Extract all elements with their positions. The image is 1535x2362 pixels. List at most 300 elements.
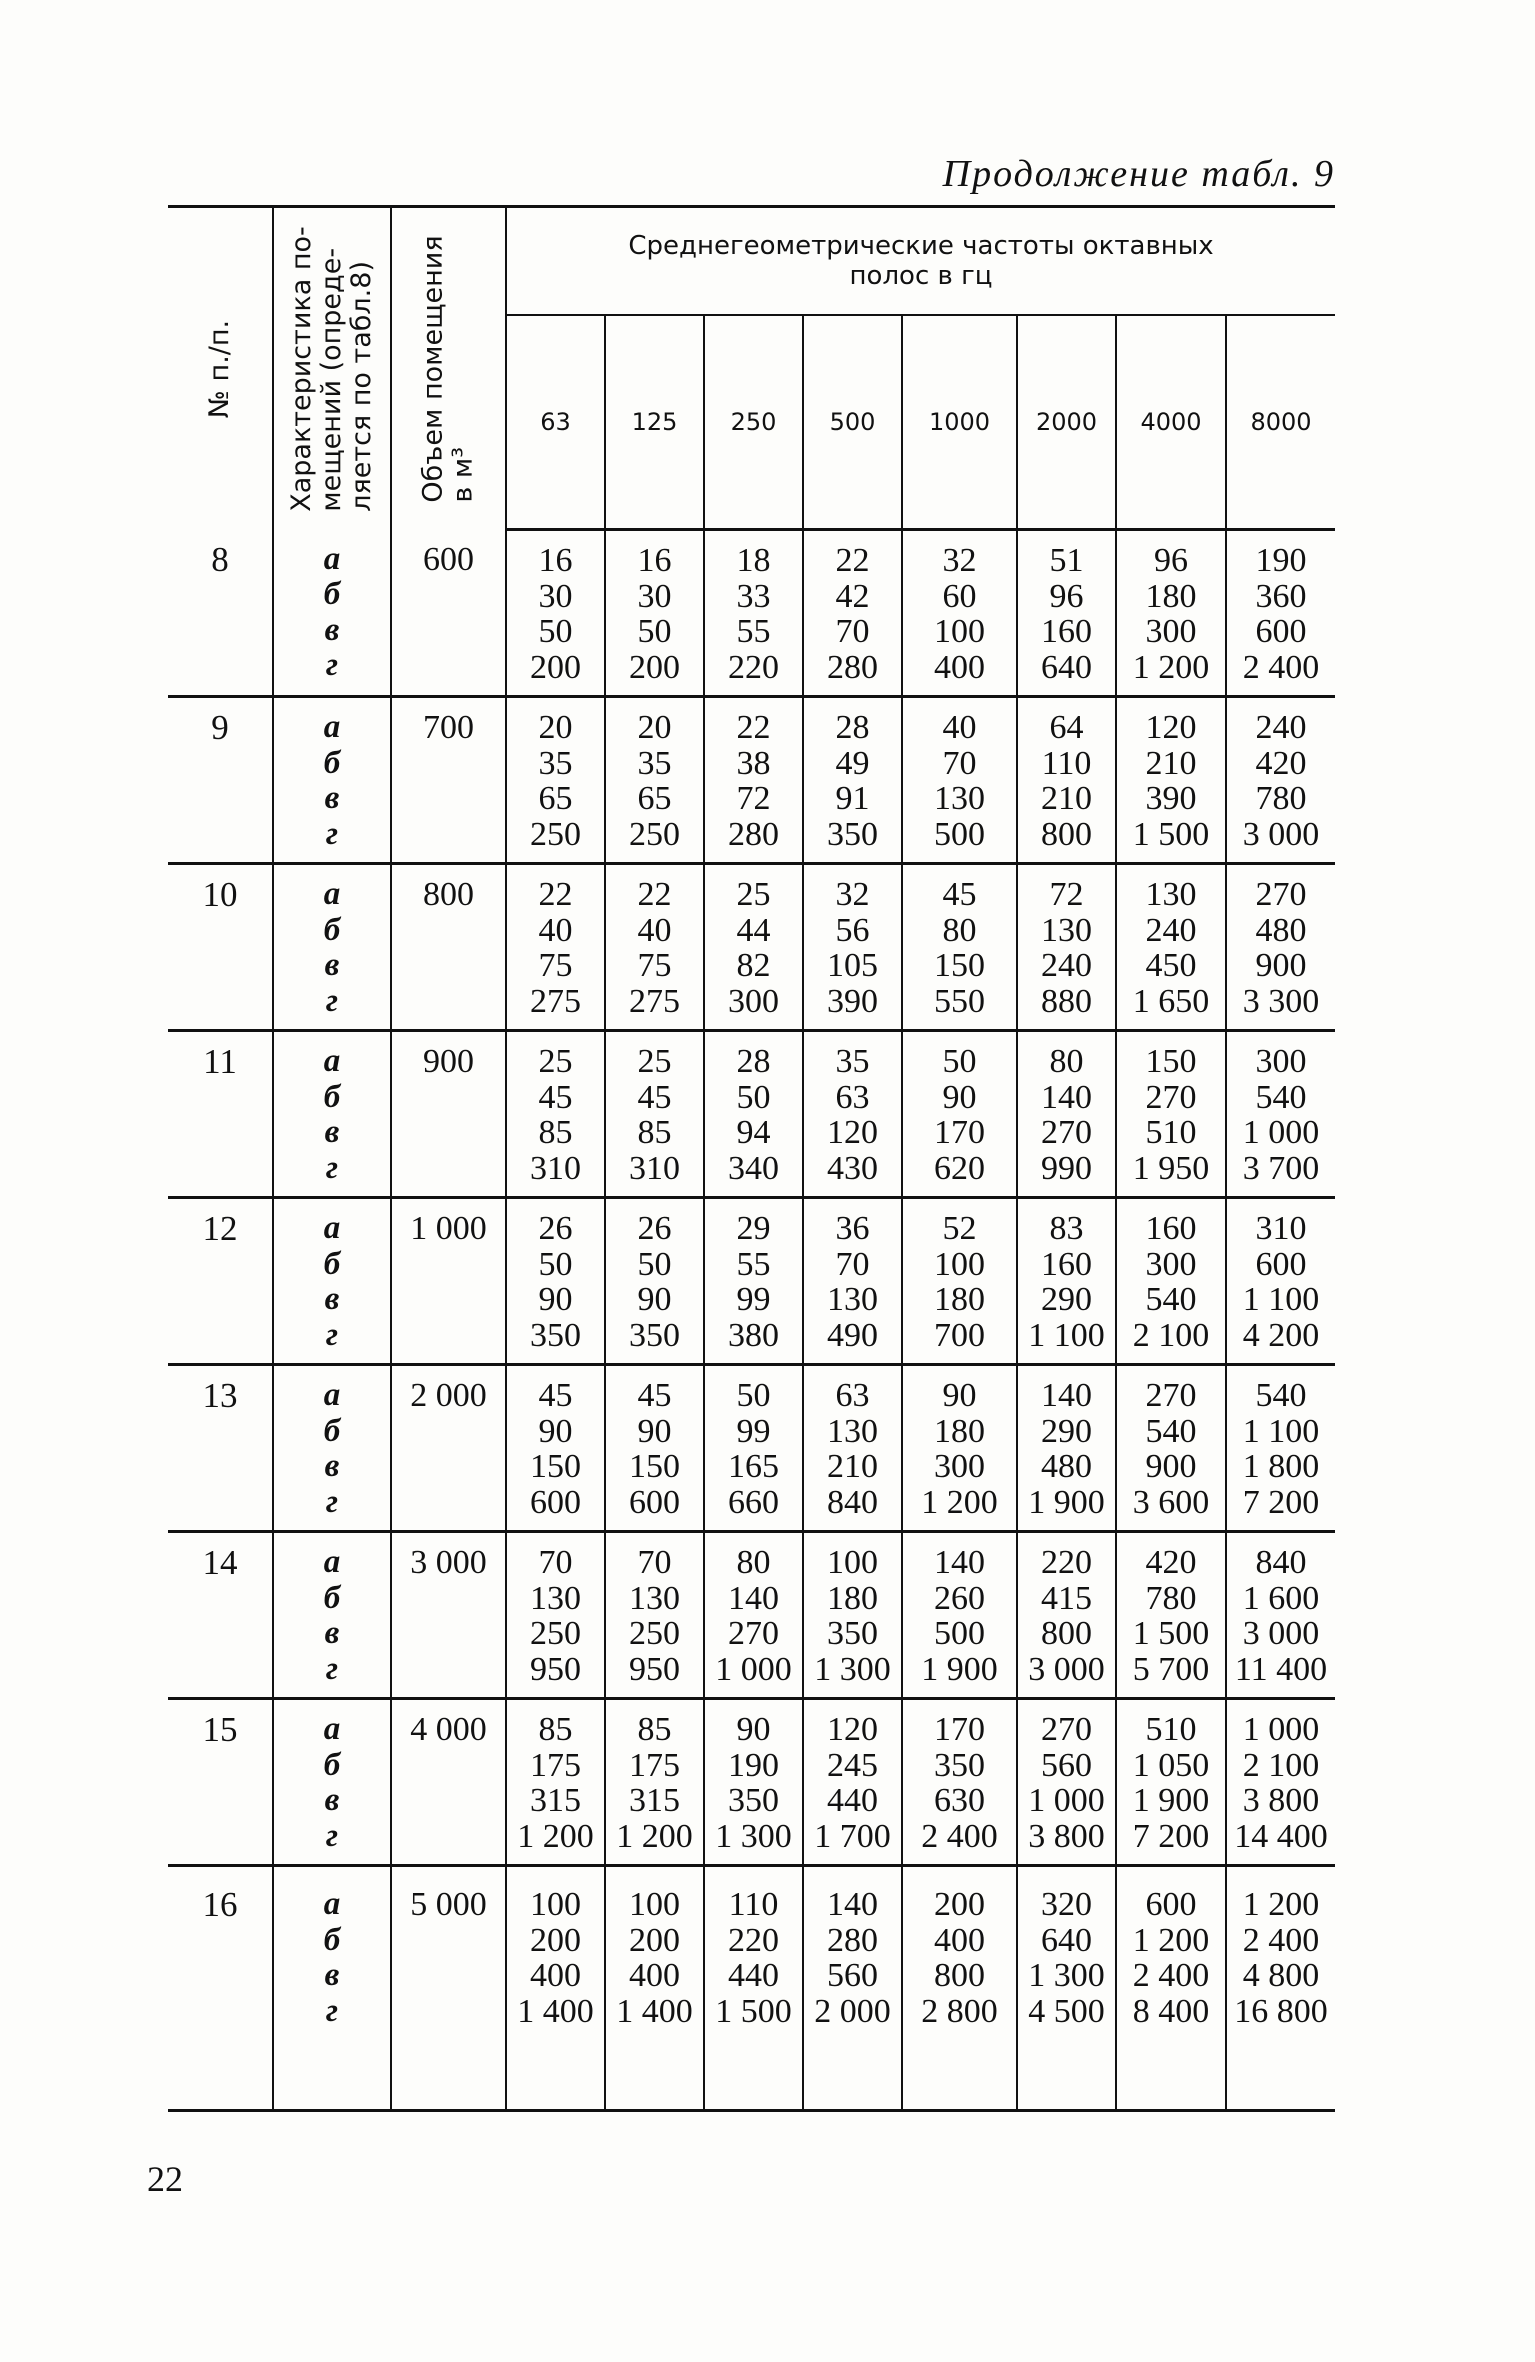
frequency-values-2000: [1017, 1699, 1116, 1866]
level-value: 220: [728, 1921, 779, 1959]
level-value: 350: [530, 1316, 581, 1354]
characteristic-letter: а: [323, 1210, 341, 1246]
level-value: 300: [1255, 1043, 1307, 1080]
frequency-values-2000: [1017, 530, 1116, 697]
row-number: 15: [168, 1699, 273, 1866]
level-value: 80: [1049, 1043, 1084, 1080]
frequency-values-4000: [1116, 1365, 1226, 1532]
level-value: 42: [835, 577, 870, 615]
level-value: 90: [942, 1377, 977, 1414]
level-value: 560: [1041, 1746, 1092, 1784]
frequency-values-8000: [1226, 530, 1335, 697]
level-value: 150: [934, 947, 985, 984]
level-value: 250: [530, 1615, 581, 1652]
header-volume: Объем помещения в м³: [391, 207, 506, 530]
level-value: 290: [1041, 1281, 1092, 1318]
frequency-values-125: [605, 1866, 704, 2111]
level-value: 3 800: [1242, 1782, 1320, 1819]
level-value: 80: [736, 1544, 771, 1581]
level-value: 560: [827, 1957, 878, 1994]
frequency-values-4000: [1116, 1031, 1226, 1198]
frequency-values-8000: [1226, 697, 1335, 864]
level-value: 50: [637, 613, 672, 650]
level-value: 51: [1049, 542, 1084, 579]
level-value: 160: [1145, 1210, 1197, 1247]
level-value: 26: [637, 1210, 672, 1247]
frequency-values-500: [803, 1031, 902, 1198]
level-value: 440: [827, 1782, 878, 1819]
level-value: 310: [1255, 1210, 1307, 1247]
frequency-values-4000: [1116, 530, 1226, 697]
level-value: 550: [934, 982, 985, 1020]
level-value: 840: [1255, 1544, 1307, 1581]
level-value: 660: [728, 1483, 779, 1521]
level-value: 1 900: [1028, 1483, 1105, 1521]
frequency-values-1000: [902, 697, 1017, 864]
frequency-values-4000: [1116, 1532, 1226, 1699]
level-value: 245: [827, 1746, 878, 1784]
characteristic-letter: б: [323, 1245, 341, 1282]
level-value: 780: [1145, 1579, 1197, 1617]
row-number: 8: [168, 530, 273, 697]
level-value: 380: [728, 1316, 779, 1354]
level-value: 70: [637, 1544, 672, 1581]
frequency-values-63: [506, 1866, 605, 2111]
level-value: 510: [1145, 1114, 1197, 1151]
level-value: 3 600: [1132, 1483, 1210, 1521]
level-value: 1 600: [1242, 1579, 1320, 1617]
level-value: 1 200: [1132, 1921, 1210, 1959]
level-value: 90: [538, 1281, 573, 1318]
level-value: 180: [934, 1281, 985, 1318]
level-value: 130: [530, 1579, 581, 1617]
room-volume: 800: [391, 864, 506, 1031]
characteristic-letter: б: [323, 1746, 341, 1783]
level-value: 4 200: [1242, 1316, 1320, 1354]
level-value: 350: [827, 1615, 878, 1652]
level-value: 420: [1255, 744, 1307, 782]
level-value: 85: [538, 1711, 573, 1748]
table-row: [168, 530, 1335, 697]
level-value: 3 000: [1242, 1615, 1320, 1652]
level-value: 3 700: [1242, 1149, 1320, 1187]
characteristic-letter: в: [324, 1782, 340, 1818]
level-value: 1 000: [715, 1650, 792, 1688]
level-value: 1 300: [814, 1650, 891, 1688]
level-value: 140: [1041, 1377, 1092, 1414]
table-row: [168, 1198, 1335, 1365]
level-value: 100: [629, 1886, 680, 1923]
level-value: 310: [530, 1149, 581, 1187]
level-value: 200: [629, 648, 680, 686]
level-value: 70: [835, 613, 870, 650]
frequency-values-250: [704, 864, 803, 1031]
level-value: 240: [1041, 947, 1092, 984]
level-value: 90: [637, 1281, 672, 1318]
level-value: 60: [942, 577, 977, 615]
level-value: 450: [1145, 947, 1197, 984]
level-value: 120: [827, 1711, 878, 1748]
level-value: 110: [728, 1886, 779, 1923]
characteristic-letter: а: [323, 876, 341, 912]
frequency-values-1000: [902, 530, 1017, 697]
level-value: 315: [629, 1782, 680, 1819]
level-value: 55: [736, 613, 771, 650]
level-value: 94: [736, 1114, 771, 1151]
frequency-values-500: [803, 1198, 902, 1365]
level-value: 32: [835, 876, 870, 913]
room-volume: 5 000: [391, 1866, 506, 2111]
header-characteristic: Характеристика по- мещений (опреде- ляется по табл.8): [273, 207, 391, 530]
frequency-values-500: [803, 864, 902, 1031]
header-frequency-0: 63: [506, 315, 605, 530]
level-value: 20: [637, 709, 672, 746]
level-value: 63: [835, 1377, 870, 1414]
level-value: 110: [1041, 744, 1092, 782]
row-number: 11: [168, 1031, 273, 1198]
row-number: 10: [168, 864, 273, 1031]
level-value: 350: [934, 1746, 985, 1784]
characteristic-letter: г: [325, 1992, 339, 2029]
frequency-values-4000: [1116, 697, 1226, 864]
characteristic-letter: а: [323, 1544, 341, 1580]
characteristic-letter: а: [323, 1711, 341, 1747]
level-value: 1 650: [1132, 982, 1210, 1020]
level-value: 2 100: [1242, 1746, 1320, 1784]
level-value: 14 400: [1234, 1817, 1328, 1855]
level-value: 1 900: [1132, 1782, 1210, 1819]
frequency-values-63: [506, 1031, 605, 1198]
level-value: 130: [934, 780, 985, 817]
characteristic-letter: б: [323, 1921, 341, 1958]
level-value: 300: [934, 1448, 985, 1485]
frequency-values-4000: [1116, 1699, 1226, 1866]
level-value: 11 400: [1234, 1650, 1328, 1688]
level-value: 1 800: [1242, 1448, 1320, 1485]
page-number: 22: [147, 2159, 183, 2199]
level-value: 160: [1041, 1245, 1092, 1283]
level-value: 600: [1145, 1886, 1197, 1923]
level-value: 45: [637, 1377, 672, 1414]
level-value: 28: [835, 709, 870, 746]
characteristic-letter: г: [325, 1149, 339, 1186]
level-value: 85: [637, 1711, 672, 1748]
characteristic-letter: в: [324, 1114, 340, 1150]
frequency-values-250: [704, 530, 803, 697]
level-value: 28: [736, 1043, 771, 1080]
level-value: 2 400: [1242, 648, 1320, 686]
frequency-values-1000: [902, 1532, 1017, 1699]
frequency-values-4000: [1116, 1866, 1226, 2111]
level-value: 180: [1145, 577, 1197, 615]
level-value: 22: [835, 542, 870, 579]
frequency-values-8000: [1226, 1699, 1335, 1866]
level-value: 390: [1145, 780, 1197, 817]
characteristic-letter: а: [323, 1377, 341, 1413]
row-number: 14: [168, 1532, 273, 1699]
characteristic-letter: б: [323, 911, 341, 948]
level-value: 600: [1255, 1245, 1307, 1283]
level-value: 280: [827, 648, 878, 686]
frequency-values-63: [506, 697, 605, 864]
level-value: 22: [736, 709, 771, 746]
level-value: 320: [1041, 1886, 1092, 1923]
level-value: 75: [637, 947, 672, 984]
table-row: [168, 1031, 1335, 1198]
level-value: 2 400: [1242, 1921, 1320, 1959]
table-row: [168, 864, 1335, 1031]
level-value: 600: [1255, 613, 1307, 650]
level-value: 50: [736, 1078, 771, 1116]
level-value: 360: [1255, 577, 1307, 615]
level-value: 2 800: [921, 1992, 998, 2030]
level-value: 29: [736, 1210, 771, 1247]
room-characteristics: [273, 1866, 391, 2111]
level-value: 430: [827, 1149, 878, 1187]
frequency-values-2000: [1017, 1365, 1116, 1532]
level-value: 275: [629, 982, 680, 1020]
level-value: 1 200: [1242, 1886, 1320, 1923]
level-value: 85: [637, 1114, 672, 1151]
level-value: 1 000: [1242, 1711, 1320, 1748]
level-value: 180: [934, 1412, 985, 1450]
level-value: 630: [934, 1782, 985, 1819]
level-value: 45: [538, 1078, 573, 1116]
level-value: 2 400: [1132, 1957, 1210, 1994]
characteristic-letter: в: [324, 947, 340, 983]
level-value: 300: [728, 982, 779, 1020]
header-frequency-group: Среднегеометрические частоты октавных полос в гц: [506, 207, 1335, 316]
frequency-values-250: [704, 1198, 803, 1365]
level-value: 270: [728, 1615, 779, 1652]
row-number: 16: [168, 1866, 273, 2111]
level-value: 500: [934, 1615, 985, 1652]
level-value: 140: [934, 1544, 985, 1581]
level-value: 160: [1041, 613, 1092, 650]
frequency-values-8000: [1226, 1532, 1335, 1699]
level-value: 90: [736, 1711, 771, 1748]
level-value: 22: [538, 876, 573, 913]
level-value: 45: [637, 1078, 672, 1116]
characteristic-letter: г: [325, 647, 339, 683]
level-value: 390: [827, 982, 878, 1020]
level-value: 50: [538, 613, 573, 650]
level-value: 130: [827, 1281, 878, 1318]
level-value: 190: [728, 1746, 779, 1784]
level-value: 250: [629, 815, 680, 853]
characteristic-letter: б: [323, 1412, 341, 1449]
level-value: 100: [934, 613, 985, 650]
level-value: 70: [538, 1544, 573, 1581]
frequency-values-1000: [902, 1031, 1017, 1198]
characteristic-letter: а: [323, 1043, 341, 1079]
level-value: 350: [728, 1782, 779, 1819]
frequency-values-63: [506, 1532, 605, 1699]
frequency-values-250: [704, 1365, 803, 1532]
level-value: 16: [637, 542, 672, 579]
room-volume: 900: [391, 1031, 506, 1198]
level-value: 400: [934, 648, 985, 686]
frequency-values-2000: [1017, 1198, 1116, 1365]
frequency-values-2000: [1017, 1532, 1116, 1699]
frequency-values-2000: [1017, 864, 1116, 1031]
level-value: 50: [942, 1043, 977, 1080]
frequency-values-8000: [1226, 1031, 1335, 1198]
level-value: 420: [1145, 1544, 1197, 1581]
header-frequency-4: 1000: [902, 315, 1017, 530]
level-value: 140: [1041, 1078, 1092, 1116]
level-value: 150: [629, 1448, 680, 1485]
level-value: 1 900: [921, 1650, 998, 1688]
level-value: 26: [538, 1210, 573, 1247]
level-value: 1 200: [1132, 648, 1210, 686]
level-value: 220: [1041, 1544, 1092, 1581]
level-value: 240: [1255, 709, 1307, 746]
level-value: 210: [1145, 744, 1197, 782]
level-value: 100: [530, 1886, 581, 1923]
level-value: 210: [827, 1448, 878, 1485]
level-value: 340: [728, 1149, 779, 1187]
characteristic-letter: б: [323, 576, 341, 612]
level-value: 415: [1041, 1579, 1092, 1617]
frequency-values-2000: [1017, 697, 1116, 864]
level-value: 440: [728, 1957, 779, 1994]
characteristic-letter: б: [323, 1078, 341, 1115]
level-value: 175: [629, 1746, 680, 1784]
level-value: 1 100: [1028, 1316, 1105, 1354]
level-value: 350: [827, 815, 878, 853]
level-value: 900: [1255, 947, 1307, 984]
level-value: 40: [637, 911, 672, 949]
room-characteristics: [273, 1031, 391, 1198]
level-value: 800: [1041, 1615, 1092, 1652]
level-value: 99: [736, 1412, 771, 1450]
level-value: 200: [530, 648, 581, 686]
frequency-values-8000: [1226, 864, 1335, 1031]
level-value: 1 100: [1242, 1412, 1320, 1450]
level-value: 2 000: [814, 1992, 891, 2030]
level-value: 2 400: [921, 1817, 998, 1855]
frequency-values-1000: [902, 1866, 1017, 2111]
level-value: 840: [827, 1483, 878, 1521]
frequency-values-250: [704, 1031, 803, 1198]
level-value: 150: [1145, 1043, 1197, 1080]
room-characteristics: [273, 864, 391, 1031]
level-value: 49: [835, 744, 870, 782]
level-value: 83: [1049, 1210, 1084, 1247]
room-characteristics: [273, 530, 391, 697]
level-value: 96: [1049, 577, 1084, 615]
frequency-values-8000: [1226, 1198, 1335, 1365]
level-value: 950: [629, 1650, 680, 1688]
level-value: 3 300: [1242, 982, 1320, 1020]
level-value: 130: [629, 1579, 680, 1617]
level-value: 990: [1041, 1149, 1092, 1187]
level-value: 240: [1145, 911, 1197, 949]
level-value: 1 400: [517, 1992, 594, 2030]
room-volume: 600: [391, 530, 506, 697]
level-value: 180: [827, 1579, 878, 1617]
level-value: 8 400: [1132, 1992, 1210, 2030]
level-value: 310: [629, 1149, 680, 1187]
level-value: 4 800: [1242, 1957, 1320, 1994]
level-value: 1 200: [921, 1483, 998, 1521]
level-value: 25: [538, 1043, 573, 1080]
level-value: 5 700: [1132, 1650, 1210, 1688]
frequency-values-4000: [1116, 1198, 1226, 1365]
level-value: 700: [934, 1316, 985, 1354]
level-value: 72: [1049, 876, 1084, 913]
frequency-values-125: [605, 1699, 704, 1866]
room-volume: 2 000: [391, 1365, 506, 1532]
room-volume: 700: [391, 697, 506, 864]
level-value: 190: [1255, 542, 1307, 579]
level-value: 7 200: [1242, 1483, 1320, 1521]
characteristic-letter: г: [325, 1316, 339, 1353]
room-characteristics: [273, 1532, 391, 1699]
level-value: 640: [1041, 1921, 1092, 1959]
level-value: 35: [835, 1043, 870, 1080]
level-value: 540: [1255, 1078, 1307, 1116]
table-row: [168, 1699, 1335, 1866]
frequency-values-63: [506, 1365, 605, 1532]
frequency-values-500: [803, 1866, 902, 2111]
level-value: 200: [934, 1886, 985, 1923]
level-value: 165: [728, 1448, 779, 1485]
frequency-values-500: [803, 530, 902, 697]
level-value: 1 000: [1242, 1114, 1320, 1151]
level-value: 52: [942, 1210, 977, 1247]
characteristic-letter: г: [325, 1817, 339, 1854]
level-value: 2 100: [1132, 1316, 1210, 1354]
frequency-values-500: [803, 697, 902, 864]
level-value: 800: [934, 1957, 985, 1994]
level-value: 35: [538, 744, 573, 782]
level-value: 1 400: [616, 1992, 693, 2030]
level-value: 120: [1145, 709, 1197, 746]
level-value: 130: [1041, 911, 1092, 949]
level-value: 175: [530, 1746, 581, 1784]
level-value: 1 500: [1132, 1615, 1210, 1652]
level-value: 50: [637, 1245, 672, 1283]
level-value: 350: [629, 1316, 680, 1354]
level-value: 400: [934, 1921, 985, 1959]
frequency-values-125: [605, 1365, 704, 1532]
noise-table: [168, 205, 1335, 2112]
level-value: 4 500: [1028, 1992, 1105, 2030]
level-value: 950: [530, 1650, 581, 1688]
table-row: [168, 1365, 1335, 1532]
level-value: 40: [538, 911, 573, 949]
room-characteristics: [273, 1198, 391, 1365]
level-value: 220: [728, 648, 779, 686]
level-value: 400: [629, 1957, 680, 1994]
level-value: 30: [637, 577, 672, 615]
level-value: 75: [538, 947, 573, 984]
level-value: 170: [934, 1711, 985, 1748]
table-row: [168, 697, 1335, 864]
level-value: 18: [736, 542, 771, 579]
level-value: 880: [1041, 982, 1092, 1020]
level-value: 300: [1145, 1245, 1197, 1283]
level-value: 1 500: [1132, 815, 1210, 853]
level-value: 85: [538, 1114, 573, 1151]
level-value: 30: [538, 577, 573, 615]
level-value: 44: [736, 911, 771, 949]
characteristic-letter: а: [323, 1886, 341, 1922]
level-value: 91: [835, 780, 870, 817]
characteristic-letter: в: [324, 1957, 340, 1993]
